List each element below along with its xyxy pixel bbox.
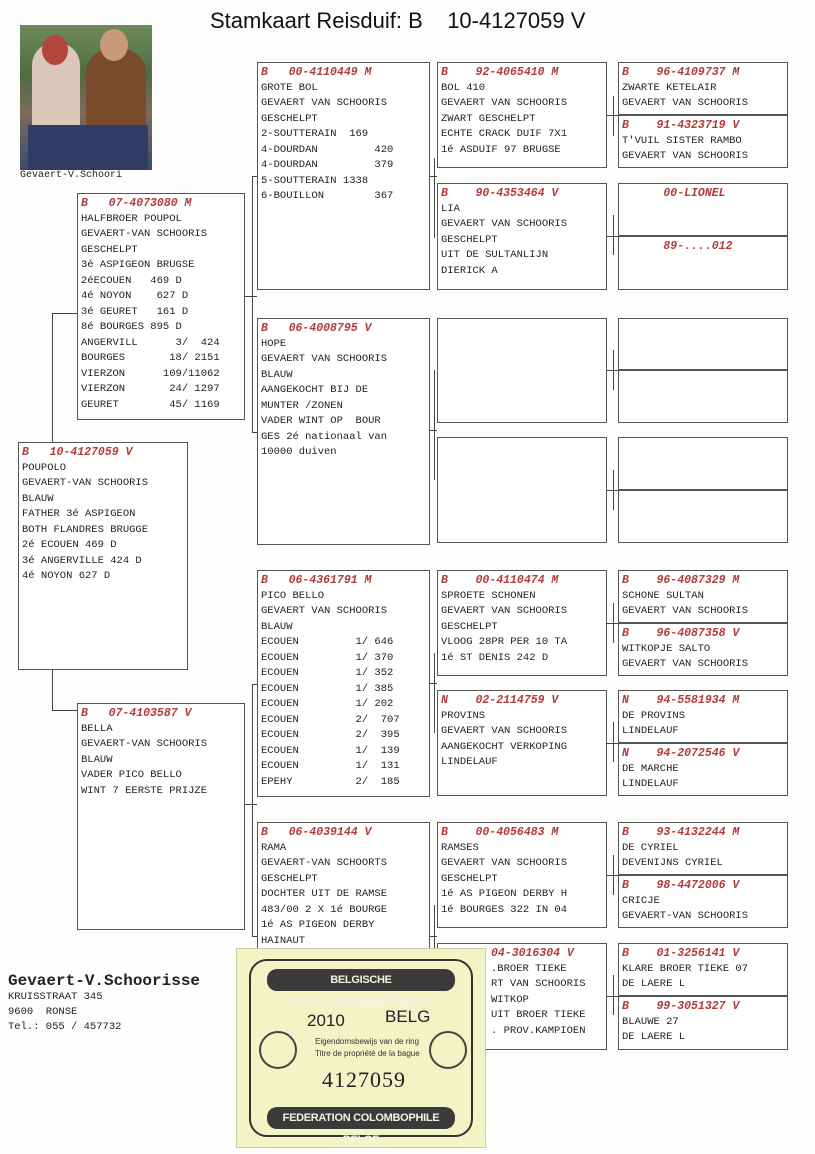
pigeon-info-line: ECOUEN 2/ 395 <box>261 729 400 741</box>
pigeon-info-line: VIERZON 24/ 1297 <box>81 383 220 395</box>
breeder-photo <box>20 25 152 170</box>
pedigree-connector-line <box>252 176 253 296</box>
pigeon-info-line: 3é GEURET 161 D <box>81 305 189 318</box>
pigeon-info-line: 1é AS PIGEON DERBY <box>261 919 375 931</box>
pigeon-info-line: GESCHELPT <box>441 620 498 633</box>
ancestor-card <box>618 743 788 796</box>
pigeon-info-line: GEVAERT VAN SCHOORIS <box>441 725 568 737</box>
pigeon-info-line: GEVAERT-VAN SCHOORIS <box>81 738 208 750</box>
pigeon-info-line: GEVAERT-VAN SCHOORTS <box>261 857 388 869</box>
pigeon-info-line: . PROV.KAMPIOEN <box>491 1024 586 1037</box>
pedigree-connector-line <box>252 684 253 804</box>
pigeon-info-line: GEVAERT VAN SCHOORIS <box>261 97 388 109</box>
pigeon-info-line: DE LAERE L <box>622 1031 686 1043</box>
pigeon-info-line: ECOUEN 1/ 352 <box>261 667 394 679</box>
pigeon-info-line: BOTH FLANDRES BRUGGE <box>22 523 149 536</box>
pedigree-connector-line <box>613 215 614 255</box>
pigeon-info-line: HOPE <box>261 337 287 350</box>
breeder-phone: Tel.: 055 / 457732 <box>8 1021 122 1033</box>
pigeon-info-line: 4é NOYON 627 D <box>81 290 189 302</box>
ancestor-card <box>618 183 788 236</box>
ancestor-card <box>618 875 788 928</box>
ancestor-card <box>618 690 788 743</box>
pigeon-info-line: ZWARTE KETELAIR <box>622 81 717 94</box>
ring-number: B 96-4087358 V <box>622 627 740 640</box>
ancestor-card <box>618 236 788 290</box>
pigeon-info-line: SPROETE SCHONEN <box>441 589 536 602</box>
pigeon-info-line: HALFBROER POUPOL <box>81 212 182 225</box>
ancestor-card <box>437 62 607 168</box>
pigeon-info-line: MUNTER /ZONEN <box>261 399 343 412</box>
pigeon-info-line: BELLA <box>81 722 113 735</box>
crown-emblem-icon <box>429 1031 467 1069</box>
pigeon-info-line: FATHER 3é ASPIGEON <box>22 508 136 520</box>
ring-number: B 91-4323719 V <box>622 119 740 132</box>
pedigree-connector-line <box>434 370 435 480</box>
pigeon-info-line: AANGEKOCHT BIJ DE <box>261 384 369 396</box>
ancestor-card <box>437 690 607 796</box>
pigeon-info-line: PROVINS <box>441 709 486 722</box>
pigeon-info-line: LIA <box>441 202 460 215</box>
pigeon-info-line: GEVAERT VAN SCHOORIS <box>261 605 388 617</box>
ancestor-card <box>618 822 788 875</box>
ring-number: 00-LIONEL <box>622 187 726 200</box>
ring-number: 04-3016304 V <box>491 947 574 960</box>
pigeon-info-line: .BROER TIEKE <box>491 962 567 975</box>
ancestor-card <box>618 318 788 370</box>
person-head <box>42 35 68 65</box>
pedigree-connector-line <box>607 236 618 237</box>
sticker-subtitle-fr: Titre de propriété de la bague <box>315 1049 420 1058</box>
pigeon-info-line: GESCHELPT <box>441 233 498 246</box>
pedigree-connector-line <box>252 296 253 432</box>
pigeon-info-line: ECHTE CRACK DUIF 7X1 <box>441 128 568 140</box>
pigeon-info-line: BOURGES 18/ 2151 <box>81 352 220 364</box>
ring-number: B 96-4109737 M <box>622 66 740 79</box>
photo-caption: Gevaert-V.Schoori <box>20 170 123 181</box>
pigeon-info-line: GEVAERT VAN SCHOORIS <box>441 857 568 869</box>
pigeon-info-line: 1é AS PIGEON DERBY H <box>441 888 568 900</box>
breeder-street: KRUISSTRAAT 345 <box>8 991 103 1003</box>
ring-number: B 98-4472006 V <box>622 879 740 892</box>
pigeon-info-line: WITKOP <box>491 993 529 1006</box>
pigeon-info-line: ECOUEN 1/ 202 <box>261 698 394 710</box>
pigeon-info-line: VLOOG 28PR PER 10 TA <box>441 636 568 648</box>
pigeon-info-line: ECOUEN 1/ 370 <box>261 651 394 664</box>
pigeon-info-line: 4é NOYON 627 D <box>22 570 111 582</box>
ring-number: B 00-4056483 M <box>441 826 559 839</box>
person-head <box>100 29 128 61</box>
ancestor-card <box>618 115 788 168</box>
pedigree-connector-line <box>607 115 618 116</box>
pedigree-connector-line <box>613 722 614 762</box>
ring-number: B 10-4127059 V <box>22 446 133 459</box>
ring-number: B 06-4008795 V <box>261 322 372 335</box>
pigeon-info-line: DE MARCHE <box>622 762 679 775</box>
pedigree-connector-line <box>430 430 437 431</box>
pigeon-info-line: 483/00 2 X 1é BOURGE <box>261 903 388 916</box>
pigeon-info-line: 2é ECOUEN 469 D <box>22 539 117 551</box>
pigeon-info-line: WINT 7 EERSTE PRIJZE <box>81 784 208 797</box>
pigeon-info-line: KLARE BROER TIEKE 07 <box>622 962 749 975</box>
pigeon-info-line: 1é ST DENIS 242 D <box>441 651 549 664</box>
ring-number: B 07-4073080 M <box>81 197 192 210</box>
ancestor-card <box>437 822 607 928</box>
ring-number: N 02-2114759 V <box>441 694 559 707</box>
ancestor-card <box>618 62 788 115</box>
pigeon-info-line: VIERZON 109/11062 <box>81 367 220 380</box>
pigeon-info-line: BLAUWE 27 <box>622 1015 679 1028</box>
page-title: Stamkaart Reisduif: B 10-4127059 V <box>210 8 586 33</box>
ring-number: B 90-4353464 V <box>441 187 559 200</box>
pigeon-info-line: SCHONE SULTAN <box>622 589 704 602</box>
ancestor-card <box>257 62 430 290</box>
pigeon-info-line: GESCHELPT <box>441 872 498 885</box>
pigeon-info-line: 4-DOURDAN 379 <box>261 159 394 171</box>
pigeon-info-line: DIERICK A <box>441 264 498 277</box>
pigeon-info-line: DOCHTER UIT DE RAMSE <box>261 888 388 900</box>
pigeon-info-line: 8é BOURGES 895 D <box>81 321 182 333</box>
pedigree-connector-line <box>252 936 257 937</box>
pigeon-info-line: GEVAERT VAN SCHOORIS <box>622 605 749 617</box>
sticker-country: BELG <box>385 1007 431 1026</box>
pigeon-info-line: LINDELAUF <box>622 778 679 790</box>
ring-number: B 00-4110474 M <box>441 574 559 587</box>
pigeon-info-line: GEVAERT VAN SCHOORIS <box>622 97 749 109</box>
pigeon-info-line: VADER WINT OP BOUR <box>261 415 381 427</box>
pigeon-info-line: GEVAERT VAN SCHOORIS <box>441 218 568 230</box>
pigeon-info-line: ECOUEN 2/ 707 <box>261 713 400 726</box>
ancestor-card <box>618 996 788 1050</box>
pigeon-info-line: EPEHY 2/ 185 <box>261 775 400 788</box>
pigeon-info-line: GEVAERT-VAN SCHOORIS <box>81 228 208 240</box>
pigeon-info-line: GEURET 45/ 1169 <box>81 398 220 411</box>
pigeon-info-line: CRICJE <box>622 894 660 907</box>
pigeon-info-line: ECOUEN 1/ 139 <box>261 744 400 757</box>
pigeon-info-line: DE CYRIEL <box>622 841 679 854</box>
pedigree-connector-line <box>52 313 77 314</box>
pigeon-info-line: 2-SOUTTERAIN 169 <box>261 128 369 140</box>
pigeon-info-line: ECOUEN 1/ 646 <box>261 636 394 648</box>
ring-ownership-sticker <box>236 948 486 1148</box>
ancestor-card <box>618 370 788 423</box>
pedigree-connector-line <box>613 975 614 1015</box>
pigeon-info-line: RT VAN SCHOORIS <box>491 978 586 990</box>
pigeon-info-line: LINDELAUF <box>441 756 498 768</box>
ancestor-card <box>618 570 788 623</box>
pedigree-connector-line <box>607 623 618 624</box>
pigeon-info-line: GES 2é nationaal van <box>261 430 388 443</box>
pigeon-info-line: POUPOLO <box>22 461 67 474</box>
pedigree-connector-line <box>607 743 618 744</box>
pigeon-info-line: AANGEKOCHT VERKOPING <box>441 740 568 753</box>
pigeon-info-line: GEVAERT VAN SCHOORIS <box>441 97 568 109</box>
pigeon-info-line: 1é BOURGES 322 IN 04 <box>441 903 568 916</box>
ancestor-card <box>77 703 245 930</box>
pigeon-info-line: BOL 410 <box>441 81 486 94</box>
pedigree-connector-line <box>434 653 435 733</box>
pedigree-connector-line <box>613 96 614 136</box>
ring-number: B 92-4065410 M <box>441 66 559 79</box>
sticker-bottom-label: FEDERATION COLOMBOPHILE BELGE <box>267 1107 455 1129</box>
pigeon-info-line: GEVAERT VAN SCHOORIS <box>261 353 388 365</box>
pedigree-connector-line <box>607 996 618 997</box>
pedigree-connector-line <box>52 670 53 710</box>
pigeon-info-line: DEVENIJNS CYRIEL <box>622 857 723 869</box>
ancestor-card <box>437 570 607 676</box>
emblem-icon <box>259 1031 297 1069</box>
pigeon-info-line: GEVAERT-VAN SCHOORIS <box>622 910 749 922</box>
pigeon-info-line: ECOUEN 1/ 131 <box>261 760 400 772</box>
pedigree-connector-line <box>607 370 618 371</box>
pigeon-info-line: RAMA <box>261 841 287 854</box>
ring-number: N 94-5581934 M <box>622 694 740 707</box>
pigeon-info-line: ECOUEN 1/ 385 <box>261 682 394 695</box>
ancestor-card <box>437 437 607 543</box>
pigeon-info-line: LINDELAUF <box>622 725 679 737</box>
pigeon-info-line: BLAUW <box>261 368 293 381</box>
breeder-name: Gevaert-V.Schoorisse <box>8 972 201 990</box>
pigeon-info-line: GEVAERT VAN SCHOORIS <box>622 658 749 670</box>
pedigree-connector-line <box>245 296 257 297</box>
ring-number: B 93-4132244 M <box>622 826 740 839</box>
sticker-year: 2010 <box>307 1011 345 1030</box>
pedigree-connector-line <box>430 176 437 177</box>
pigeon-info-line: GESCHELPT <box>261 112 318 125</box>
pigeon-info-line: BLAUW <box>22 492 54 505</box>
pedigree-connector-line <box>434 158 435 238</box>
ring-number: 89-....012 <box>622 240 733 253</box>
ancestor-card <box>618 623 788 676</box>
pigeon-info-line: BLAUW <box>81 753 113 766</box>
subject-pigeon-card <box>18 442 188 670</box>
pigeon-info-line: 10000 duiven <box>261 446 337 458</box>
pedigree-connector-line <box>245 804 257 805</box>
breeder-info <box>8 972 200 1035</box>
pedigree-connector-line <box>252 684 257 685</box>
pigeon-info-line: GEVAERT VAN SCHOORIS <box>441 605 568 617</box>
pedigree-connector-line <box>430 683 437 684</box>
ancestor-card <box>618 490 788 543</box>
pigeon-info-line: GESCHELPT <box>261 872 318 885</box>
ancestor-card <box>618 943 788 996</box>
pedigree-connector-line <box>607 490 618 491</box>
ancestor-card <box>437 183 607 290</box>
ring-number: B 01-3256141 V <box>622 947 740 960</box>
pigeon-info-line: DE PROVINS <box>622 709 686 722</box>
photo-foreground <box>28 125 148 170</box>
sticker-subtitle-nl: Eigendomsbewijs van de ring <box>315 1037 420 1046</box>
pigeon-info-line: GEVAERT-VAN SCHOORIS <box>22 477 149 489</box>
pedigree-connector-line <box>252 176 257 177</box>
pigeon-info-line: UIT BROER TIEKE <box>491 1009 586 1021</box>
ring-number: B 06-4039144 V <box>261 826 372 839</box>
ancestor-card <box>257 318 430 545</box>
ring-number: B 96-4087329 M <box>622 574 740 587</box>
pigeon-info-line: ZWART GESCHELPT <box>441 112 536 125</box>
ring-number: B 07-4103587 V <box>81 707 192 720</box>
pigeon-info-line: GESCHELPT <box>81 243 138 256</box>
pigeon-info-line: WITKOPJE SALTO <box>622 642 711 655</box>
pedigree-connector-line <box>430 936 437 937</box>
pigeon-info-line: VADER PICO BELLO <box>81 769 182 781</box>
pigeon-info-line: GEVAERT VAN SCHOORIS <box>622 150 749 162</box>
pedigree-connector-line <box>252 432 257 433</box>
pigeon-info-line: 3é ANGERVILLE 424 D <box>22 554 142 567</box>
pigeon-info-line: PICO BELLO <box>261 589 325 602</box>
sticker-ring-number: 4127059 <box>322 1067 406 1092</box>
ring-number: B 99-3051327 V <box>622 1000 740 1013</box>
pigeon-info-line: GROTE BOL <box>261 81 318 94</box>
breeder-city: 9600 RONSE <box>8 1006 78 1018</box>
pigeon-info-line: 4-DOURDAN 420 <box>261 143 394 156</box>
pigeon-info-line: 2éECOUEN 469 D <box>81 274 182 287</box>
ancestor-card <box>437 318 607 423</box>
pigeon-info-line: T'VUIL SISTER RAMBO <box>622 134 742 147</box>
ring-number: B 06-4361791 M <box>261 574 372 587</box>
pigeon-info-line: 6-BOUILLON 367 <box>261 190 394 202</box>
sticker-top-label: BELGISCHE DUIVENLIEFHEBBERSBOND <box>267 969 455 991</box>
pigeon-info-line: RAMSES <box>441 841 479 854</box>
pigeon-info-line: UIT DE SULTANLIJN <box>441 249 549 261</box>
pigeon-info-line: ANGERVILL 3/ 424 <box>81 336 220 349</box>
pigeon-info-line: BLAUW <box>261 620 293 633</box>
pigeon-info-line: 1é ASDUIF 97 BRUGSE <box>441 143 561 156</box>
ring-number: N 94-2072546 V <box>622 747 740 760</box>
pigeon-info-line: 5-SOUTTERAIN 1338 <box>261 174 369 187</box>
ring-number: B 00-4110449 M <box>261 66 372 79</box>
pigeon-info-line: 3é ASPIGEON BRUGSE <box>81 259 195 271</box>
ancestor-card <box>257 570 430 797</box>
pigeon-info-line: DE LAERE L <box>622 978 686 990</box>
ancestor-card <box>618 437 788 490</box>
pedigree-connector-line <box>252 804 253 936</box>
pigeon-info-line: HAINAUT <box>261 934 306 947</box>
ancestor-card <box>77 193 245 420</box>
pedigree-connector-line <box>52 313 53 442</box>
pedigree-connector-line <box>607 875 618 876</box>
pedigree-connector-line <box>52 710 77 711</box>
